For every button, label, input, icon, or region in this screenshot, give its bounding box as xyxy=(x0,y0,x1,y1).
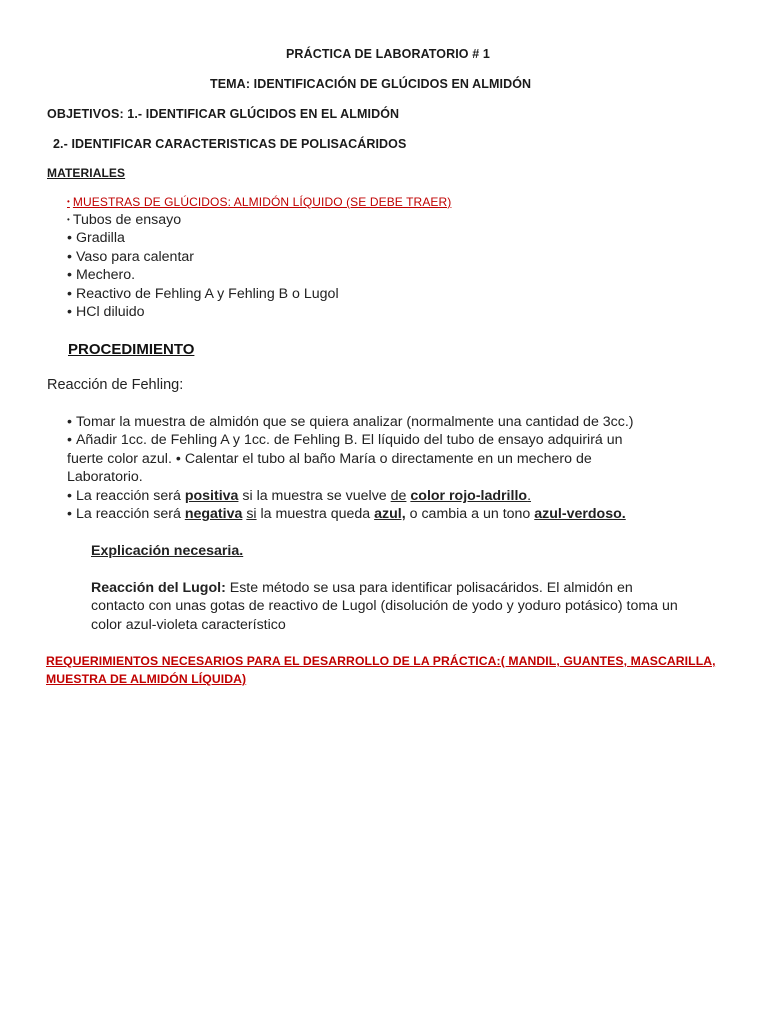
step-1: • Tomar la muestra de almidón que se quiera analizar (normalmente una cantidad de 3cc.) xyxy=(67,414,634,430)
bullet-icon: • xyxy=(67,215,70,224)
bullet-icon: • xyxy=(67,432,72,448)
lugol-label: Reacción del Lugol: xyxy=(91,580,226,596)
positive-result-line: • La reacción será positiva si la muestra se vuelve de color rojo-ladrillo. xyxy=(67,488,532,504)
fehling-title: Reacción de Fehling: xyxy=(47,377,184,393)
step-2-line-3: Laboratorio. xyxy=(67,469,143,485)
objetivos-line-1: OBJETIVOS: 1.- IDENTIFICAR GLÚCIDOS EN EL ALMIDÓN xyxy=(47,107,400,121)
material-item: • Vaso para calentar xyxy=(67,249,195,265)
material-item: • HCl diluido xyxy=(67,304,145,320)
highlight-text: MUESTRAS DE GLÚCIDOS: ALMIDÓN LÍQUIDO (SE DEBE TRAER) xyxy=(72,195,452,209)
positive-word: positiva xyxy=(184,488,239,504)
bullet-icon: • xyxy=(67,304,72,320)
lugol-line-2: contacto con unas gotas de reactivo de Lugol (disolución de yodo y yoduro potásico) toma un xyxy=(91,598,678,614)
tema-line: TEMA: IDENTIFICACIÓN DE GLÚCIDOS EN ALMIDÓN xyxy=(210,77,532,91)
bullet-icon: • xyxy=(67,249,72,265)
requerimientos-line-2: MUESTRA DE ALMIDÓN LÍQUIDA) xyxy=(46,672,247,686)
step-2-line-2: fuerte color azul. • Calentar el tubo al baño María o directamente en un mechero de xyxy=(67,451,592,467)
materiales-heading: MATERIALES xyxy=(47,166,126,180)
material-item: • Tubos de ensayo xyxy=(67,212,182,228)
step-2-line-1: • Añadir 1cc. de Fehling A y 1cc. de Fehling B. El líquido del tubo de ensayo adquirirá un xyxy=(67,432,623,448)
color-rojo-ladrillo: color rojo-ladrillo xyxy=(410,488,528,504)
bullet-icon: • xyxy=(67,230,72,246)
page-title: PRÁCTICA DE LABORATORIO # 1 xyxy=(286,47,490,61)
bullet-icon: • xyxy=(67,488,72,504)
requerimientos-line-1: REQUERIMIENTOS NECESARIOS PARA EL DESARROLLO DE LA PRÁCTICA:( MANDIL, GUANTES, MASCARILLA, xyxy=(46,654,716,668)
negative-result-line: • La reacción será negativa si la muestra queda azul, o cambia a un tono azul-verdoso. xyxy=(67,506,626,522)
materiales-highlight xyxy=(67,195,451,209)
explicacion-heading: Explicación necesaria. xyxy=(91,543,244,559)
material-item: • Gradilla xyxy=(67,230,125,246)
bullet-icon: • xyxy=(67,267,72,283)
lugol-line-3: color azul-violeta característico xyxy=(91,617,286,633)
bullet-icon: • xyxy=(67,506,72,522)
objetivos-line-2: 2.- IDENTIFICAR CARACTERISTICAS DE POLISACÁRIDOS xyxy=(53,137,407,151)
lugol-line-1: Reacción del Lugol: Este método se usa para identificar polisacáridos. El almidón en xyxy=(91,580,633,596)
bullet-icon: • xyxy=(67,197,70,206)
negative-word: negativa xyxy=(184,506,243,522)
azul-verdoso-word: azul-verdoso. xyxy=(534,506,626,522)
azul-word: azul, xyxy=(374,506,406,522)
material-item: • Reactivo de Fehling A y Fehling B o Lugol xyxy=(67,286,339,302)
procedimiento-heading: PROCEDIMIENTO xyxy=(68,341,195,358)
bullet-icon: • xyxy=(67,414,72,430)
material-item: • Mechero. xyxy=(67,267,136,283)
bullet-icon: • xyxy=(67,286,72,302)
bullet-icon: • xyxy=(175,451,181,467)
